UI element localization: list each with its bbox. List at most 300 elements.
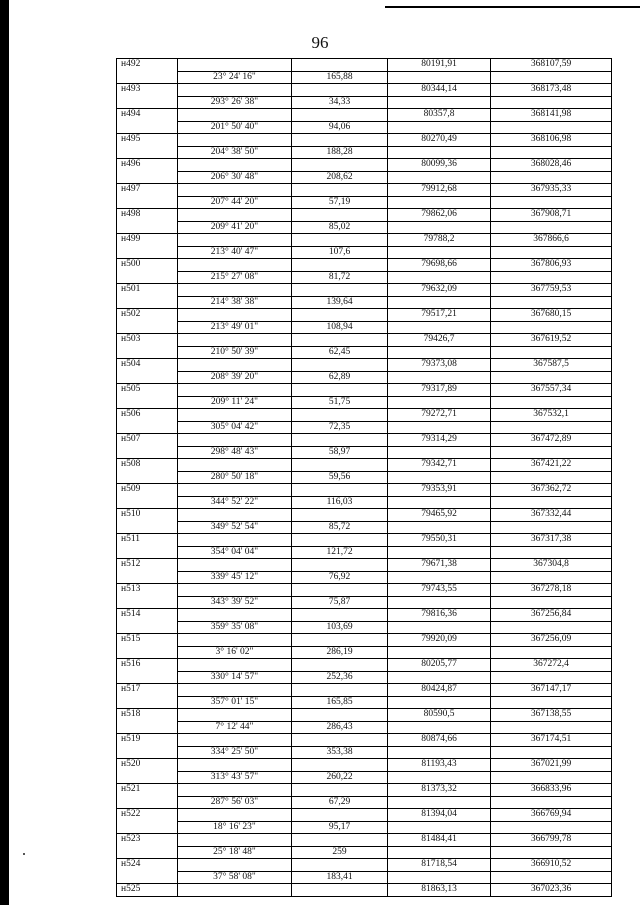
empty-cell — [491, 96, 612, 109]
direction-angle-cell: 23° 24' 16" — [178, 71, 292, 84]
table-row — [117, 546, 612, 559]
empty-cell — [292, 184, 388, 197]
x-coordinate-cell: 81394,04 — [388, 809, 491, 822]
empty-cell — [388, 371, 491, 384]
table-row — [117, 309, 612, 322]
segment-length-cell: 165,85 — [292, 696, 388, 709]
y-coordinate-cell: 366769,94 — [491, 809, 612, 822]
table-row — [117, 371, 612, 384]
empty-cell — [388, 246, 491, 259]
direction-angle-cell: 339° 45' 12" — [178, 571, 292, 584]
empty-cell — [178, 559, 292, 572]
empty-cell — [117, 521, 178, 534]
table-row — [117, 346, 612, 359]
empty-cell — [491, 421, 612, 434]
header-rule — [385, 6, 640, 8]
empty-cell — [388, 146, 491, 159]
table-row — [117, 734, 612, 747]
direction-angle-cell: 287° 56' 03" — [178, 796, 292, 809]
point-name-cell: н509 — [117, 484, 178, 497]
table-row — [117, 246, 612, 259]
table-row — [117, 571, 612, 584]
y-coordinate-cell: 367908,71 — [491, 209, 612, 222]
x-coordinate-cell: 79788,2 — [388, 234, 491, 247]
x-coordinate-cell: 79373,08 — [388, 359, 491, 372]
empty-cell — [491, 646, 612, 659]
empty-cell — [388, 621, 491, 634]
point-name-cell: н515 — [117, 634, 178, 647]
empty-cell — [292, 359, 388, 372]
empty-cell — [388, 596, 491, 609]
segment-length-cell: 208,62 — [292, 171, 388, 184]
empty-cell — [117, 171, 178, 184]
y-coordinate-cell: 366833,96 — [491, 784, 612, 797]
empty-cell — [388, 546, 491, 559]
empty-cell — [117, 146, 178, 159]
empty-cell — [117, 746, 178, 759]
empty-cell — [178, 784, 292, 797]
point-name-cell: н512 — [117, 559, 178, 572]
segment-length-cell: 59,56 — [292, 471, 388, 484]
table-row — [117, 409, 612, 422]
empty-cell — [491, 821, 612, 834]
empty-cell — [388, 646, 491, 659]
point-name-cell: н511 — [117, 534, 178, 547]
y-coordinate-cell: 367619,52 — [491, 334, 612, 347]
empty-cell — [491, 221, 612, 234]
empty-cell — [117, 821, 178, 834]
table-row — [117, 759, 612, 772]
empty-cell — [292, 659, 388, 672]
empty-cell — [292, 134, 388, 147]
direction-angle-cell: 204° 38' 50" — [178, 146, 292, 159]
empty-cell — [117, 596, 178, 609]
x-coordinate-cell: 80270,49 — [388, 134, 491, 147]
point-name-cell: н506 — [117, 409, 178, 422]
point-name-cell: н518 — [117, 709, 178, 722]
y-coordinate-cell: 367421,22 — [491, 459, 612, 472]
x-coordinate-cell: 79426,7 — [388, 334, 491, 347]
empty-cell — [117, 196, 178, 209]
table-row — [117, 259, 612, 272]
table-row — [117, 209, 612, 222]
x-coordinate-cell: 81863,13 — [388, 884, 491, 897]
empty-cell — [292, 709, 388, 722]
empty-cell — [491, 596, 612, 609]
point-name-cell: н499 — [117, 234, 178, 247]
empty-cell — [117, 771, 178, 784]
empty-cell — [491, 296, 612, 309]
direction-angle-cell: 313° 43' 57" — [178, 771, 292, 784]
direction-angle-cell: 215° 27' 08" — [178, 271, 292, 284]
point-name-cell: н520 — [117, 759, 178, 772]
empty-cell — [388, 171, 491, 184]
y-coordinate-cell: 367138,55 — [491, 709, 612, 722]
segment-length-cell: 107,6 — [292, 246, 388, 259]
segment-length-cell: 183,41 — [292, 871, 388, 884]
empty-cell — [117, 71, 178, 84]
empty-cell — [178, 359, 292, 372]
table-row — [117, 271, 612, 284]
empty-cell — [292, 384, 388, 397]
empty-cell — [292, 509, 388, 522]
empty-cell — [388, 471, 491, 484]
table-row — [117, 234, 612, 247]
empty-cell — [117, 271, 178, 284]
empty-cell — [388, 421, 491, 434]
x-coordinate-cell: 79550,31 — [388, 534, 491, 547]
segment-length-cell: 188,28 — [292, 146, 388, 159]
x-coordinate-cell: 79862,06 — [388, 209, 491, 222]
empty-cell — [491, 546, 612, 559]
point-name-cell: н498 — [117, 209, 178, 222]
segment-length-cell: 62,89 — [292, 371, 388, 384]
y-coordinate-cell: 367472,89 — [491, 434, 612, 447]
direction-angle-cell: 213° 49' 01" — [178, 321, 292, 334]
segment-length-cell: 260,22 — [292, 771, 388, 784]
empty-cell — [178, 234, 292, 247]
table-row — [117, 696, 612, 709]
empty-cell — [178, 134, 292, 147]
empty-cell — [491, 346, 612, 359]
empty-cell — [388, 346, 491, 359]
segment-length-cell: 67,29 — [292, 796, 388, 809]
empty-cell — [117, 246, 178, 259]
direction-angle-cell: 207° 44' 20" — [178, 196, 292, 209]
empty-cell — [117, 671, 178, 684]
empty-cell — [292, 459, 388, 472]
empty-cell — [178, 434, 292, 447]
table-row — [117, 159, 612, 172]
segment-length-cell: 139,64 — [292, 296, 388, 309]
empty-cell — [178, 84, 292, 97]
table-row — [117, 671, 612, 684]
point-name-cell: н492 — [117, 59, 178, 72]
empty-cell — [178, 634, 292, 647]
empty-cell — [178, 184, 292, 197]
table-row — [117, 609, 612, 622]
y-coordinate-cell: 367304,8 — [491, 559, 612, 572]
table-row — [117, 334, 612, 347]
segment-length-cell: 116,03 — [292, 496, 388, 509]
x-coordinate-cell: 80099,36 — [388, 159, 491, 172]
empty-cell — [178, 884, 292, 897]
y-coordinate-cell: 367256,09 — [491, 634, 612, 647]
direction-angle-cell: 344° 52' 22" — [178, 496, 292, 509]
scan-edge-bar — [0, 0, 9, 905]
empty-cell — [388, 321, 491, 334]
table-row — [117, 534, 612, 547]
empty-cell — [117, 796, 178, 809]
empty-cell — [292, 684, 388, 697]
y-coordinate-cell: 368106,98 — [491, 134, 612, 147]
table-row — [117, 471, 612, 484]
point-name-cell: н502 — [117, 309, 178, 322]
table-row — [117, 71, 612, 84]
empty-cell — [491, 246, 612, 259]
empty-cell — [178, 284, 292, 297]
y-coordinate-cell: 367806,93 — [491, 259, 612, 272]
empty-cell — [178, 509, 292, 522]
segment-length-cell: 58,97 — [292, 446, 388, 459]
y-coordinate-cell: 367147,17 — [491, 684, 612, 697]
segment-length-cell: 85,72 — [292, 521, 388, 534]
empty-cell — [388, 296, 491, 309]
y-coordinate-cell: 367557,34 — [491, 384, 612, 397]
x-coordinate-cell: 81193,43 — [388, 759, 491, 772]
empty-cell — [388, 396, 491, 409]
empty-cell — [117, 446, 178, 459]
y-coordinate-cell: 367935,33 — [491, 184, 612, 197]
table-row — [117, 146, 612, 159]
point-name-cell: н510 — [117, 509, 178, 522]
empty-cell — [178, 609, 292, 622]
empty-cell — [491, 121, 612, 134]
empty-cell — [292, 759, 388, 772]
direction-angle-cell: 354° 04' 04" — [178, 546, 292, 559]
segment-length-cell: 34,33 — [292, 96, 388, 109]
empty-cell — [292, 159, 388, 172]
empty-cell — [292, 584, 388, 597]
empty-cell — [292, 234, 388, 247]
empty-cell — [388, 96, 491, 109]
empty-cell — [491, 471, 612, 484]
point-name-cell: н500 — [117, 259, 178, 272]
table-row — [117, 509, 612, 522]
empty-cell — [117, 721, 178, 734]
x-coordinate-cell: 80590,5 — [388, 709, 491, 722]
segment-length-cell: 103,69 — [292, 621, 388, 634]
x-coordinate-cell: 79517,21 — [388, 309, 491, 322]
empty-cell — [117, 346, 178, 359]
table-row — [117, 134, 612, 147]
direction-angle-cell: 208° 39' 20" — [178, 371, 292, 384]
empty-cell — [292, 534, 388, 547]
table-row — [117, 434, 612, 447]
x-coordinate-cell: 79317,89 — [388, 384, 491, 397]
point-name-cell: н494 — [117, 109, 178, 122]
table-row — [117, 59, 612, 72]
direction-angle-cell: 201° 50' 40" — [178, 121, 292, 134]
point-name-cell: н521 — [117, 784, 178, 797]
direction-angle-cell: 18° 16' 23" — [178, 821, 292, 834]
empty-cell — [491, 446, 612, 459]
y-coordinate-cell: 367587,5 — [491, 359, 612, 372]
x-coordinate-cell: 80205,77 — [388, 659, 491, 672]
point-name-cell: н493 — [117, 84, 178, 97]
empty-cell — [178, 859, 292, 872]
empty-cell — [178, 534, 292, 547]
y-coordinate-cell: 367866,6 — [491, 234, 612, 247]
table-row — [117, 296, 612, 309]
direction-angle-cell: 210° 50' 39" — [178, 346, 292, 359]
table-row — [117, 96, 612, 109]
table-row — [117, 321, 612, 334]
point-name-cell: н507 — [117, 434, 178, 447]
segment-length-cell: 62,45 — [292, 346, 388, 359]
direction-angle-cell: 209° 11' 24" — [178, 396, 292, 409]
empty-cell — [388, 871, 491, 884]
empty-cell — [388, 521, 491, 534]
empty-cell — [491, 321, 612, 334]
x-coordinate-cell: 79698,66 — [388, 259, 491, 272]
table-row — [117, 721, 612, 734]
table-row — [117, 871, 612, 884]
table-row — [117, 521, 612, 534]
point-name-cell: н504 — [117, 359, 178, 372]
table-row — [117, 359, 612, 372]
coordinates-table — [116, 58, 612, 897]
table-row — [117, 284, 612, 297]
y-coordinate-cell: 367023,36 — [491, 884, 612, 897]
y-coordinate-cell: 367174,51 — [491, 734, 612, 747]
empty-cell — [117, 696, 178, 709]
empty-cell — [178, 384, 292, 397]
empty-cell — [491, 521, 612, 534]
x-coordinate-cell: 80424,87 — [388, 684, 491, 697]
empty-cell — [388, 221, 491, 234]
point-name-cell: н522 — [117, 809, 178, 822]
empty-cell — [292, 284, 388, 297]
empty-cell — [388, 796, 491, 809]
point-name-cell: н495 — [117, 134, 178, 147]
table-row — [117, 709, 612, 722]
empty-cell — [178, 109, 292, 122]
y-coordinate-cell: 367272,4 — [491, 659, 612, 672]
x-coordinate-cell: 79632,09 — [388, 284, 491, 297]
empty-cell — [491, 171, 612, 184]
empty-cell — [388, 446, 491, 459]
empty-cell — [178, 59, 292, 72]
segment-length-cell: 252,36 — [292, 671, 388, 684]
y-coordinate-cell: 367759,53 — [491, 284, 612, 297]
table-row — [117, 771, 612, 784]
empty-cell — [388, 671, 491, 684]
empty-cell — [178, 659, 292, 672]
empty-cell — [292, 884, 388, 897]
segment-length-cell: 95,17 — [292, 821, 388, 834]
coordinates-table-body — [117, 59, 612, 897]
y-coordinate-cell: 368107,59 — [491, 59, 612, 72]
empty-cell — [178, 809, 292, 822]
empty-cell — [491, 371, 612, 384]
y-coordinate-cell: 367680,15 — [491, 309, 612, 322]
empty-cell — [117, 846, 178, 859]
segment-length-cell: 85,02 — [292, 221, 388, 234]
empty-cell — [292, 84, 388, 97]
direction-angle-cell: 334° 25' 50" — [178, 746, 292, 759]
empty-cell — [388, 721, 491, 734]
point-name-cell: н525 — [117, 884, 178, 897]
table-row — [117, 171, 612, 184]
empty-cell — [117, 571, 178, 584]
empty-cell — [178, 159, 292, 172]
y-coordinate-cell: 367362,72 — [491, 484, 612, 497]
table-row — [117, 796, 612, 809]
empty-cell — [491, 696, 612, 709]
empty-cell — [491, 871, 612, 884]
direction-angle-cell: 298° 48' 43" — [178, 446, 292, 459]
point-name-cell: н514 — [117, 609, 178, 622]
empty-cell — [491, 771, 612, 784]
empty-cell — [178, 409, 292, 422]
empty-cell — [178, 209, 292, 222]
empty-cell — [178, 684, 292, 697]
empty-cell — [117, 496, 178, 509]
direction-angle-cell: 7° 12' 44" — [178, 721, 292, 734]
empty-cell — [491, 496, 612, 509]
direction-angle-cell: 37° 58' 08" — [178, 871, 292, 884]
y-coordinate-cell: 366910,52 — [491, 859, 612, 872]
empty-cell — [292, 784, 388, 797]
point-name-cell: н519 — [117, 734, 178, 747]
empty-cell — [388, 771, 491, 784]
x-coordinate-cell: 80191,91 — [388, 59, 491, 72]
empty-cell — [117, 96, 178, 109]
direction-angle-cell: 280° 50' 18" — [178, 471, 292, 484]
empty-cell — [292, 259, 388, 272]
empty-cell — [117, 646, 178, 659]
empty-cell — [178, 259, 292, 272]
segment-length-cell: 353,38 — [292, 746, 388, 759]
empty-cell — [292, 309, 388, 322]
empty-cell — [178, 734, 292, 747]
x-coordinate-cell: 79743,55 — [388, 584, 491, 597]
point-name-cell: н517 — [117, 684, 178, 697]
segment-length-cell: 259 — [292, 846, 388, 859]
empty-cell — [178, 759, 292, 772]
table-row — [117, 109, 612, 122]
x-coordinate-cell: 79314,29 — [388, 434, 491, 447]
table-row — [117, 484, 612, 497]
x-coordinate-cell: 81718,54 — [388, 859, 491, 872]
table-row — [117, 121, 612, 134]
empty-cell — [117, 296, 178, 309]
page-number: 96 — [311, 33, 329, 52]
point-name-cell: н523 — [117, 834, 178, 847]
empty-cell — [491, 621, 612, 634]
empty-cell — [388, 196, 491, 209]
direction-angle-cell: 206° 30' 48" — [178, 171, 292, 184]
x-coordinate-cell: 79353,91 — [388, 484, 491, 497]
table-row — [117, 621, 612, 634]
direction-angle-cell: 305° 04' 42" — [178, 421, 292, 434]
direction-angle-cell: 214° 38' 38" — [178, 296, 292, 309]
x-coordinate-cell: 79272,71 — [388, 409, 491, 422]
x-coordinate-cell: 79465,92 — [388, 509, 491, 522]
table-row — [117, 459, 612, 472]
table-row — [117, 496, 612, 509]
table-row — [117, 684, 612, 697]
scan-speck — [23, 853, 25, 855]
point-name-cell: н497 — [117, 184, 178, 197]
empty-cell — [388, 271, 491, 284]
direction-angle-cell: 357° 01' 15" — [178, 696, 292, 709]
empty-cell — [388, 696, 491, 709]
table-row — [117, 746, 612, 759]
segment-length-cell: 72,35 — [292, 421, 388, 434]
segment-length-cell: 165,88 — [292, 71, 388, 84]
segment-length-cell: 94,06 — [292, 121, 388, 134]
direction-angle-cell: 213° 40' 47" — [178, 246, 292, 259]
point-name-cell: н508 — [117, 459, 178, 472]
segment-length-cell: 57,19 — [292, 196, 388, 209]
table-row — [117, 421, 612, 434]
table-row — [117, 559, 612, 572]
y-coordinate-cell: 367256,84 — [491, 609, 612, 622]
empty-cell — [491, 271, 612, 284]
table-row — [117, 584, 612, 597]
